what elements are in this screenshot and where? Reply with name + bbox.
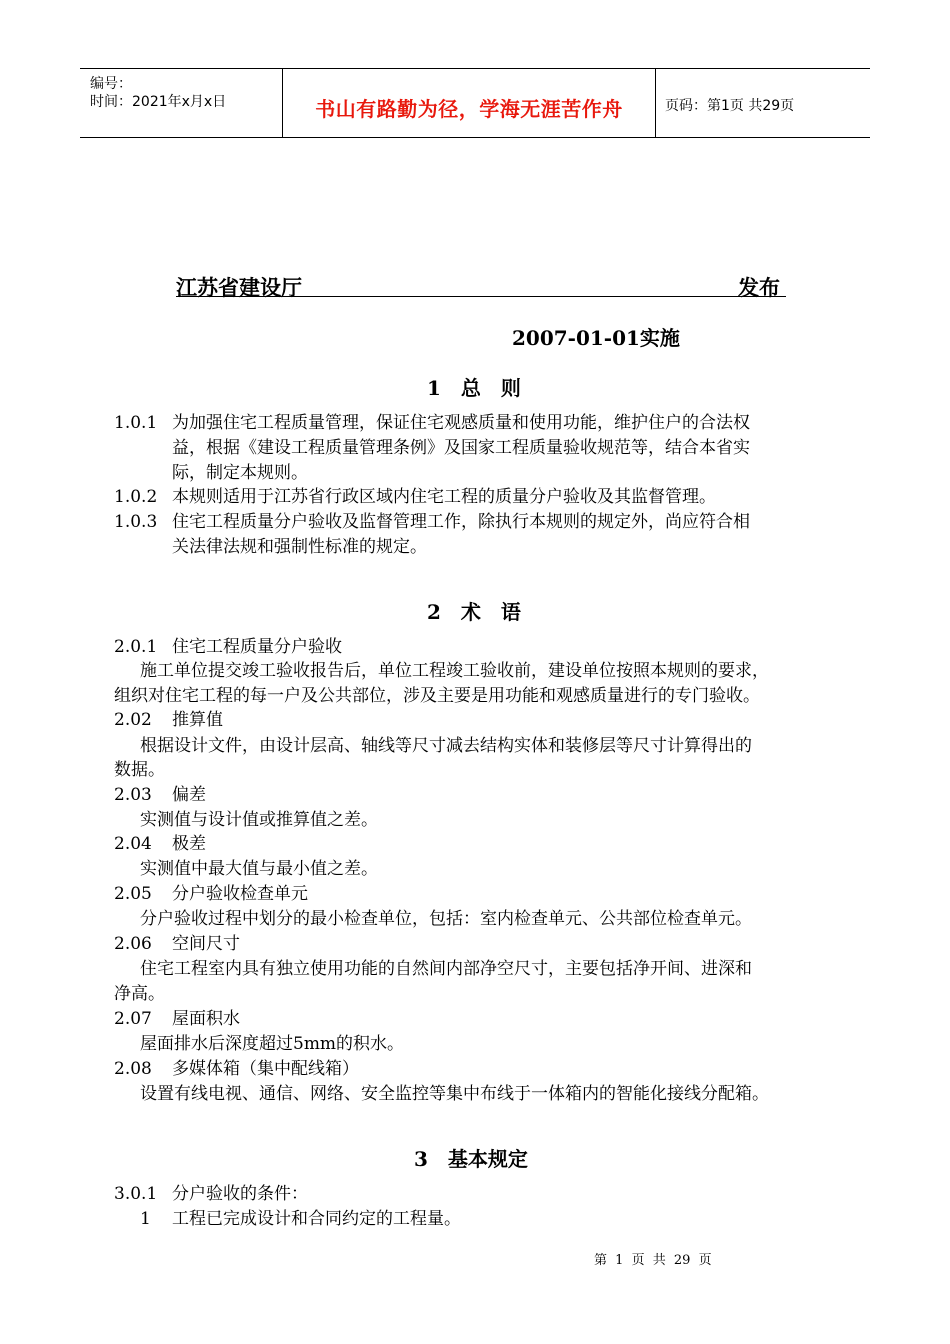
publisher-underline — [176, 296, 786, 297]
term-number: 2.05 — [114, 884, 152, 904]
clause-number: 1.0.2 — [114, 487, 158, 507]
section-1-title: 1 总 则 — [427, 376, 521, 400]
footer-total-word: 页 — [698, 1253, 712, 1268]
clause-number: 3.0.1 — [114, 1184, 158, 1204]
publisher-action: 发布 — [738, 276, 780, 300]
section-2-title: 2 术 语 — [427, 600, 521, 624]
footer-prefix: 第 — [594, 1253, 608, 1268]
clause-text: 关法律法规和强制性标准的规定。 — [172, 537, 427, 557]
publisher-name: 江苏省建设厅 — [176, 276, 302, 300]
clause-text: 住宅工程质量分户验收及监督管理工作，除执行本规则的规定外，尚应符合相 — [172, 512, 750, 532]
footer-page-word: 页 — [631, 1253, 645, 1268]
clause-text: 分户验收的条件： — [172, 1184, 308, 1204]
footer-page-number: 1 — [615, 1253, 624, 1268]
term-name: 推算值 — [172, 710, 223, 730]
term-definition: 分户验收过程中划分的最小检查单位，包括：室内检查单元、公共部位检查单元。 — [140, 909, 752, 929]
effective-date: 2007-01-01实施 — [512, 326, 680, 350]
footer-total-prefix: 共 — [652, 1253, 666, 1268]
page-info: 页码：第1页 共29页 — [665, 98, 795, 114]
clause-number: 1.0.1 — [114, 413, 158, 433]
term-name: 多媒体箱（集中配线箱） — [172, 1059, 359, 1079]
term-definition: 设置有线电视、通信、网络、安全监控等集中布线于一体箱内的智能化接线分配箱。 — [140, 1084, 769, 1104]
clause-text: 益，根据《建设工程质量管理条例》及国家工程质量验收规范等，结合本省实 — [172, 438, 750, 458]
term-name: 分户验收检查单元 — [172, 884, 308, 904]
term-name: 屋面积水 — [172, 1009, 240, 1029]
term-name: 住宅工程质量分户验收 — [172, 637, 342, 657]
term-number: 2.06 — [114, 934, 152, 954]
sub-item-number: 1 — [140, 1209, 151, 1229]
term-name: 极差 — [172, 834, 206, 854]
section-3-title: 3 基本规定 — [414, 1147, 528, 1171]
term-definition: 净高。 — [114, 984, 165, 1004]
term-definition: 数据。 — [114, 760, 165, 780]
term-number: 2.02 — [114, 710, 152, 730]
term-definition: 实测值中最大值与最小值之差。 — [140, 859, 378, 879]
term-number: 2.03 — [114, 785, 152, 805]
term-definition: 根据设计文件，由设计层高、轴线等尺寸减去结构实体和装修层等尺寸计算得出的 — [140, 736, 752, 756]
term-definition: 施工单位提交竣工验收报告后，单位工程竣工验收前，建设单位按照本规则的要求， — [140, 661, 769, 681]
sub-item-text: 工程已完成设计和合同约定的工程量。 — [172, 1209, 461, 1229]
term-definition: 住宅工程室内具有独立使用功能的自然间内部净空尺寸，主要包括净开间、进深和 — [140, 959, 752, 979]
clause-text: 为加强住宅工程质量管理，保证住宅观感质量和使用功能，维护住户的合法权 — [172, 413, 750, 433]
clause-number: 1.0.3 — [114, 512, 158, 532]
term-name: 偏差 — [172, 785, 206, 805]
document-header — [80, 68, 870, 138]
footer-total-pages: 29 — [673, 1253, 691, 1268]
page-footer — [594, 1249, 716, 1268]
term-definition: 实测值与设计值或推算值之差。 — [140, 810, 378, 830]
term-number: 2.08 — [114, 1059, 152, 1079]
time-label: 时间：2021年x月x日 — [90, 94, 227, 110]
term-definition: 屋面排水后深度超过5mm的积水。 — [140, 1034, 405, 1054]
serial-label: 编号： — [90, 76, 132, 92]
clause-text: 际，制定本规则。 — [172, 463, 308, 483]
header-meta — [80, 69, 282, 137]
term-number: 2.04 — [114, 834, 152, 854]
motto: 书山有路勤为径，学海无涯苦作舟 — [315, 97, 623, 121]
term-number: 2.0.1 — [114, 637, 158, 657]
term-name: 空间尺寸 — [172, 934, 240, 954]
term-number: 2.07 — [114, 1009, 152, 1029]
term-definition: 组织对住宅工程的每一户及公共部位，涉及主要是用功能和观感质量进行的专门验收。 — [114, 686, 760, 706]
clause-text: 本规则适用于江苏省行政区域内住宅工程的质量分户验收及其监督管理。 — [172, 487, 716, 507]
header-motto-cell — [282, 69, 656, 137]
